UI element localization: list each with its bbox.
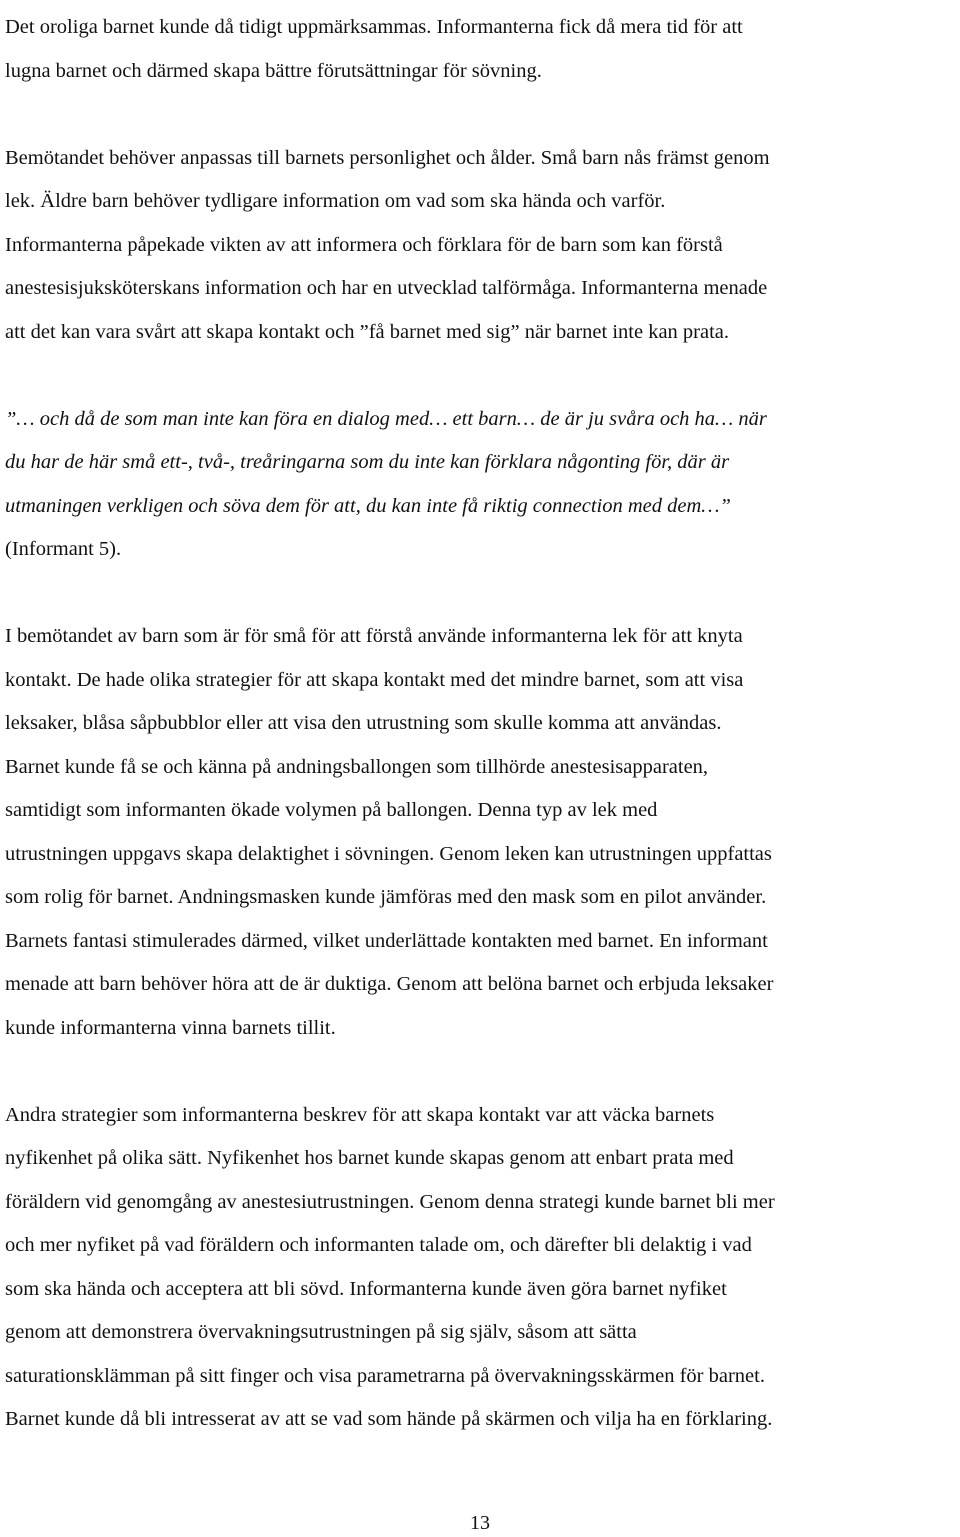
text-line: anestesisjuksköterskans information och har en utvecklad talförmåga. Informanterna menade [5, 277, 768, 299]
text-line: och mer nyfiket på vad föräldern och informanten talade om, och därefter bli delaktig i vad [5, 1234, 752, 1256]
paragraph-3 [5, 615, 957, 1050]
text-line: kontakt. De hade olika strategier för att skapa kontakt med det mindre barnet, som att visa [5, 668, 744, 691]
informant-quote [5, 398, 957, 572]
paragraph-1 [5, 6, 957, 93]
text-line: Det oroliga barnet kunde då tidigt uppmärksammas. Informanterna fick då mera tid för att [5, 16, 743, 38]
quote-line: utmaningen verkligen och söva dem för att, du kan inte få riktig connection med dem…” [5, 494, 731, 517]
text-line: I bemötandet av barn som är för små för att förstå använde informanterna lek för att knyta [5, 625, 743, 647]
text-line: Informanterna påpekade vikten av att informera och förklara för de barn som kan förstå [5, 233, 723, 256]
text-line: utrustningen uppgavs skapa delaktighet i sövningen. Genom leken kan utrustningen uppfattas [5, 842, 772, 865]
text-line: genom att demonstrera övervakningsutrustningen på sig själv, såsom att sätta [5, 1321, 637, 1343]
text-line: saturationsklämman på sitt finger och visa parametrarna på övervakningsskärmen för barnet. [5, 1364, 765, 1387]
text-line: lugna barnet och därmed skapa bättre förutsättningar för sövning. [5, 59, 542, 82]
text-line: Barnet kunde få se och känna på andningsballongen som tillhörde anestesisapparaten, [5, 755, 709, 778]
document-page [5, 0, 957, 1442]
text-line: samtidigt som informanten ökade volymen på ballongen. Denna typ av lek med [5, 799, 658, 821]
text-line: lek. Äldre barn behöver tydligare information om vad som ska hända och varför. [5, 190, 666, 212]
text-line: föräldern vid genomgång av anestesiutrustningen. Genom denna strategi kunde barnet bli mer [5, 1190, 775, 1213]
text-line: som ska hända och acceptera att bli sövd. Informanterna kunde även göra barnet nyfiket [5, 1277, 727, 1300]
paragraph-gap [5, 354, 957, 398]
text-line: kunde informanterna vinna barnets tillit. [5, 1016, 336, 1039]
text-line: nyfikenhet på olika sätt. Nyfikenhet hos barnet kunde skapas genom att enbart prata med [5, 1147, 734, 1169]
paragraph-gap [5, 1050, 957, 1094]
quote-line: du har de här små ett-, två-, treåringarna som du inte kan förklara någonting för, där är [5, 451, 730, 473]
text-line: Barnets fantasi stimulerades därmed, vilket underlättade kontakten med barnet. En informant [5, 929, 768, 952]
paragraph-2 [5, 137, 957, 355]
quote-line: ”… och då de som man inte kan föra en dialog med… ett barn… de är ju svåra och ha… när [5, 407, 767, 430]
quote-attribution: (Informant 5). [5, 538, 122, 560]
paragraph-4 [5, 1094, 957, 1442]
text-line: Andra strategier som informanterna beskrev för att skapa kontakt var att väcka barnets [5, 1103, 715, 1126]
text-line: som rolig för barnet. Andningsmasken kunde jämföras med den mask som en pilot använder. [5, 886, 767, 908]
paragraph-gap [5, 93, 957, 137]
text-line: Bemötandet behöver anpassas till barnets personlighet och ålder. Små barn nås främst genom [5, 146, 770, 169]
page-number: 13 [470, 1512, 490, 1534]
paragraph-gap [5, 572, 957, 616]
text-line: Barnet kunde då bli intresserat av att se vad som hände på skärmen och vilja ha en förklaring. [5, 1408, 773, 1430]
text-line: att det kan vara svårt att skapa kontakt och ”få barnet med sig” när barnet inte kan prata. [5, 320, 730, 343]
text-line: menade att barn behöver höra att de är duktiga. Genom att belöna barnet och erbjuda leksaker [5, 973, 774, 995]
text-line: leksaker, blåsa såpbubblor eller att visa den utrustning som skulle komma att användas. [5, 712, 722, 734]
